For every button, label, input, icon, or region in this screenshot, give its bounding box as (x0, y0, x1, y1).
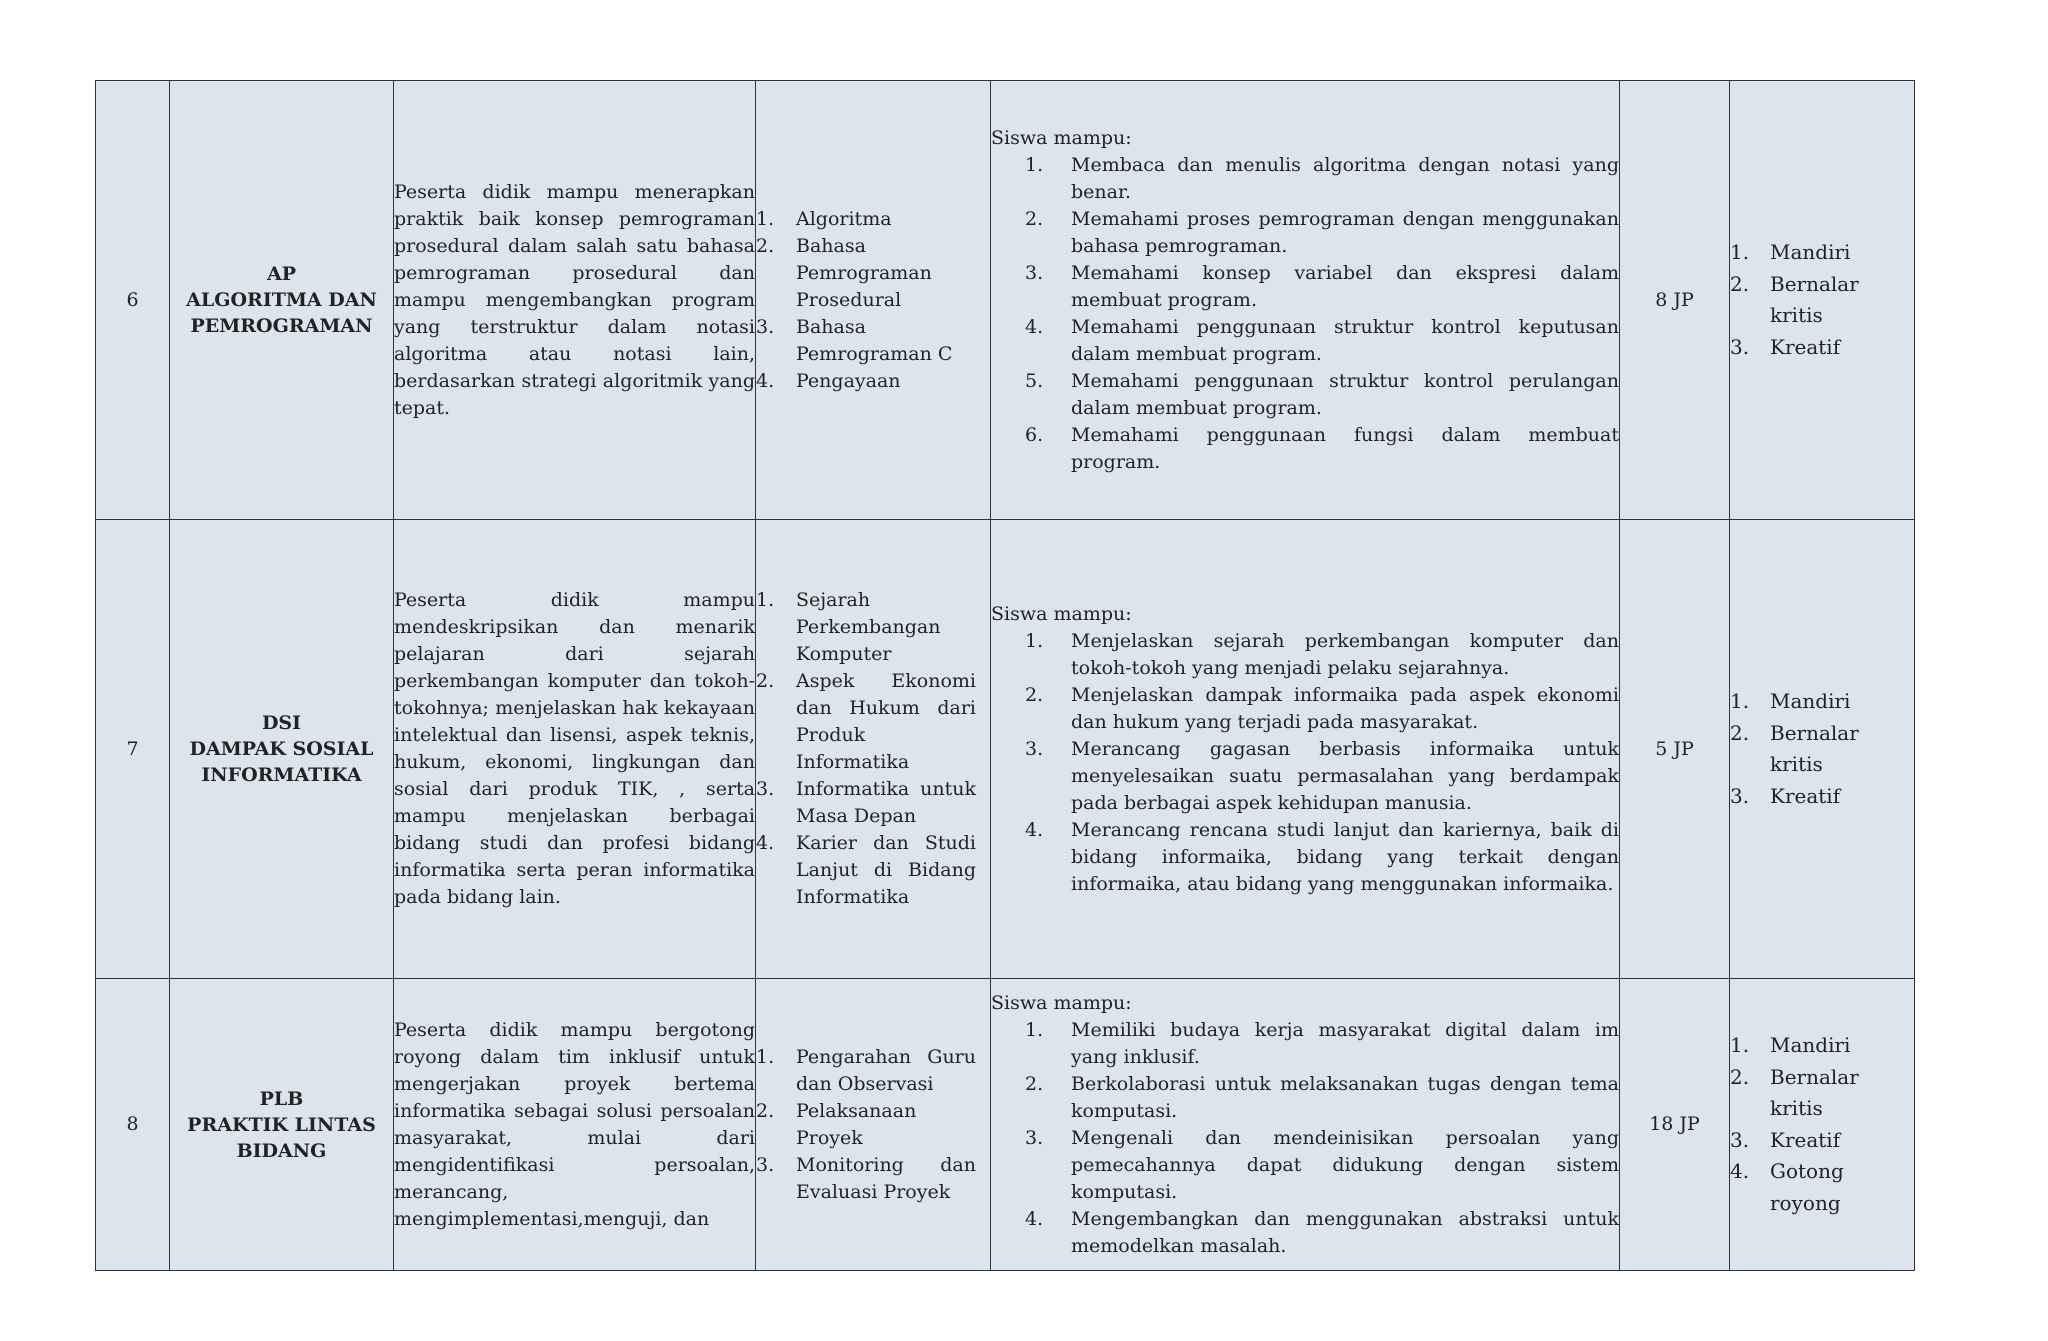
indicator-list (991, 979, 1620, 1271)
time-allocation: 8 JP (1620, 81, 1730, 520)
row-number: 6 (96, 81, 170, 520)
list-item: 3. Monitoring dan Evaluasi Proyek (756, 1153, 976, 1203)
learning-objective (394, 979, 756, 1271)
list-item: 1. Mandiri (1730, 240, 1851, 264)
list-item: 4. Merancang rencana studi lanjut dan kariernya, baik di bidang informaika, bidang yang terkait dengan informaika, atau bidang yang menggunakan informaika. (1025, 818, 1619, 895)
list-item: 1. Mandiri (1730, 689, 1851, 713)
table-row (96, 979, 1915, 1271)
list-item: 2. Menjelaskan dampak informaika pada aspek ekonomi dan hukum yang terjadi pada masyarakat. (1025, 683, 1619, 733)
objective-text: Peserta didik mampu mendeskripsikan dan menarik pelajaran dari sejarah perkembangan komputer dan tokoh-tokohnya; menjelaskan hak kekayaan intelektual dan lisensi, aspek teknis, hukum, ekonomi, lingkungan dan sosial dari produk TIK, , serta mampu menjelaskan berbagai bidang studi dan profesi bidang informatika serta peran informatika pada bidang lain. (394, 589, 755, 908)
list-item: 1. Mandiri (1730, 1033, 1851, 1057)
list-item: 3. Kreatif (1730, 1127, 1841, 1152)
element-name (170, 520, 394, 979)
list-item: 1. Menjelaskan sejarah perkembangan komputer dan tokoh-tokoh yang menjadi pelaku sejarahnya. (1025, 629, 1619, 679)
row-number: 7 (96, 520, 170, 979)
element-code: DSI (261, 712, 302, 734)
profile-list (1730, 520, 1915, 979)
element-name (170, 81, 394, 520)
element-code: AP (266, 263, 297, 285)
list-item: 1. Sejarah Perkembangan Komputer (756, 589, 941, 665)
time-allocation: 5 JP (1620, 520, 1730, 979)
learning-objective (394, 81, 756, 520)
list-item: 4. Karier dan Studi Lanjut di Bidang Informatika (756, 832, 976, 908)
list-item: 3. Merancang gagasan berbasis informaika untuk menyelesaikan suatu permasalahan yang berdampak pada berbagai aspek kehidupan manusia. (1025, 737, 1619, 814)
list-item: 2. Bernalar kritis (1730, 1064, 1859, 1120)
list-item: 3. Kreatif (1730, 783, 1841, 808)
list-item: 2. Memahami proses pemrograman dengan menggunakan bahasa pemrograman. (1025, 207, 1619, 257)
list-item: 3. Kreatif (1730, 334, 1841, 359)
list-item: 2. Bernalar kritis (1730, 271, 1859, 327)
profile-list (1730, 81, 1915, 520)
row-number: 8 (96, 979, 170, 1271)
indicator-list (991, 520, 1620, 979)
table-row (96, 81, 1915, 520)
list-item: 2. Pelaksanaan Proyek (756, 1099, 917, 1149)
indicator-intro: Siswa mampu: (991, 602, 1132, 625)
element-code: PLB (259, 1087, 304, 1110)
learning-objective (394, 520, 756, 979)
list-item: 3. Bahasa Pemrograman C (756, 315, 953, 365)
list-item: 1. Algoritma (756, 207, 892, 230)
list-item: 1. Membaca dan menulis algoritma dengan notasi yang benar. (1025, 153, 1619, 203)
element-title-line: DAMPAK SOSIAL (189, 738, 374, 760)
list-item: 3. Mengenali dan mendeinisikan persoalan yang pemecahannya dapat didukung dengan sistem komputasi. (1025, 1126, 1619, 1203)
element-title-line: PEMROGRAMAN (190, 315, 373, 337)
list-item: 2. Bahasa Pemrograman Prosedural (756, 234, 932, 311)
list-item: 3. Memahami konsep variabel dan ekspresi dalam membuat program. (1025, 261, 1619, 311)
indicator-list (991, 81, 1620, 520)
indicator-intro: Siswa mampu: (991, 991, 1132, 1014)
objective-text: Peserta didik mampu bergotong royong dalam tim inklusif untuk mengerjakan proyek bertema informatika sebagai solusi persoalan masyarakat, mulai dari mengidentifikasi persoalan, merancang, mengimplementasi,menguji, dan (394, 1018, 755, 1230)
indicator-intro: Siswa mampu: (991, 126, 1132, 149)
list-item: 3. Informatika untuk Masa Depan (756, 778, 976, 827)
element-title-line: BIDANG (236, 1139, 327, 1162)
list-item: 2. Berkolaborasi untuk melaksanakan tugas dengan tema komputasi. (1025, 1072, 1619, 1122)
list-item: 2. Aspek Ekonomi dan Hukum dari Produk Informatika (756, 670, 976, 773)
material-list (756, 520, 991, 979)
element-title-line: PRAKTIK LINTAS (187, 1113, 376, 1136)
element-title-line: INFORMATIKA (201, 764, 362, 786)
list-item: 4. Pengayaan (756, 369, 901, 392)
table-row (96, 520, 1915, 979)
curriculum-table (95, 80, 1915, 1271)
list-item: 4. Gotong royong (1730, 1159, 1844, 1215)
element-title-line: ALGORITMA DAN (186, 289, 377, 311)
time-allocation: 18 JP (1620, 979, 1730, 1271)
material-list (756, 979, 991, 1271)
list-item: 1. Pengarahan Guru dan Observasi (756, 1045, 976, 1095)
list-item: 2. Bernalar kritis (1730, 720, 1859, 776)
list-item: 4. Memahami penggunaan struktur kontrol keputusan dalam membuat program. (1025, 315, 1619, 365)
element-name (170, 979, 394, 1271)
profile-list (1730, 979, 1915, 1271)
list-item: 5. Memahami penggunaan struktur kontrol perulangan dalam membuat program. (1025, 369, 1619, 419)
material-list (756, 81, 991, 520)
objective-text: Peserta didik mampu menerapkan praktik baik konsep pemrograman prosedural dalam salah satu bahasa pemrograman prosedural dan mampu mengembangkan program yang terstruktur dalam notasi algoritma atau notasi lain, berdasarkan strategi algoritmik yang tepat. (394, 180, 755, 419)
list-item: 4. Mengembangkan dan menggunakan abstraksi untuk memodelkan masalah. (1025, 1207, 1619, 1257)
list-item: 6. Memahami penggunaan fungsi dalam membuat program. (1025, 423, 1619, 473)
list-item: 1. Memiliki budaya kerja masyarakat digital dalam im yang inklusif. (1025, 1018, 1619, 1068)
